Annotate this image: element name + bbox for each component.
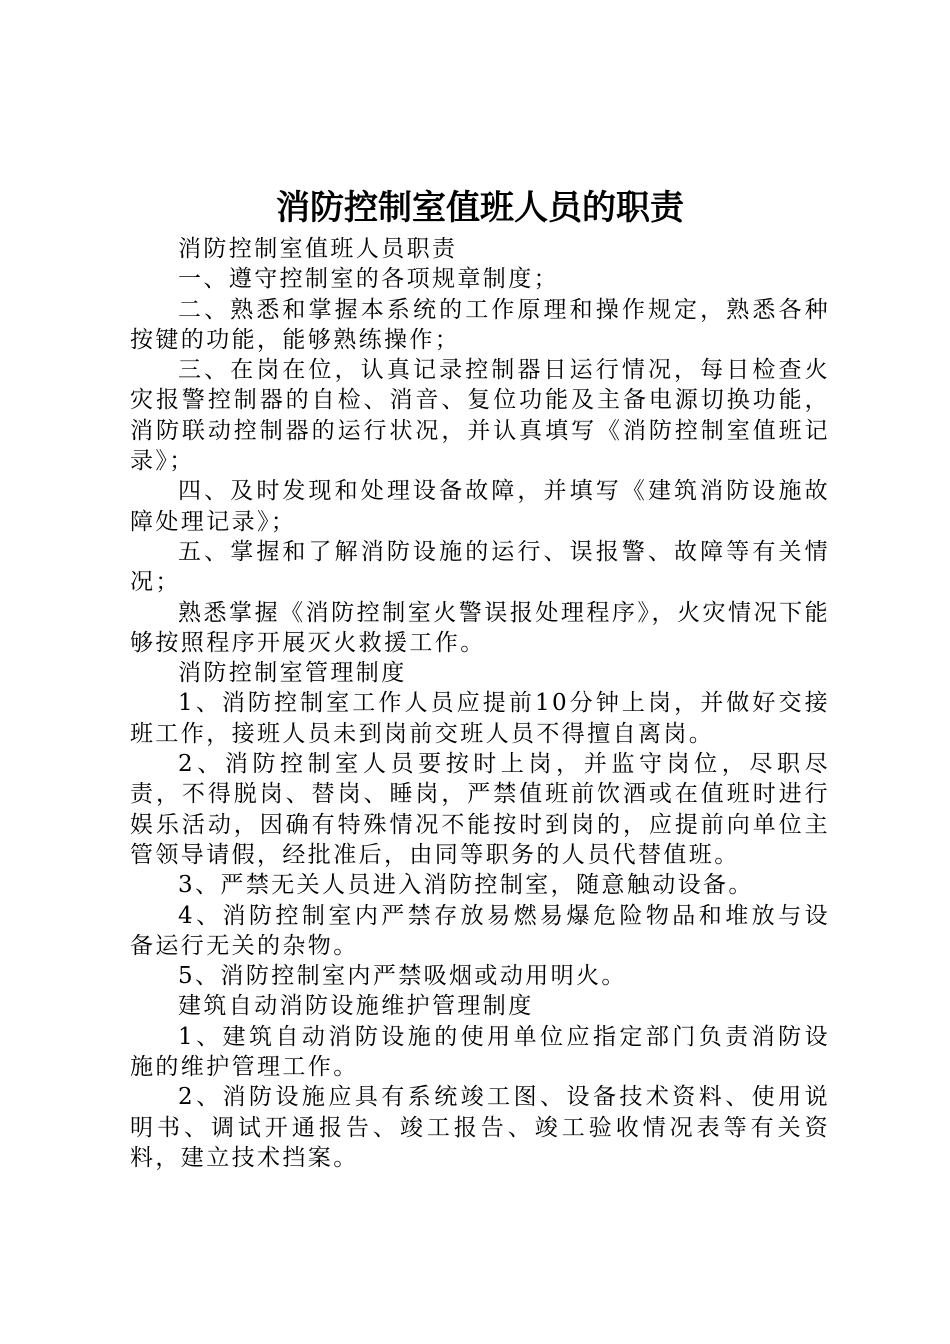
document-page <box>130 182 830 1173</box>
duty-item-5: 五、掌握和了解消防设施的运行、误报警、故障等有关情况； <box>130 538 830 596</box>
document-title: 消防控制室值班人员的职责 <box>276 188 684 228</box>
section-heading-management: 消防控制室管理制度 <box>178 660 407 687</box>
duty-item-3: 三、在岗在位，认真记录控制器日运行情况，每日检查火灾报警控制器的自检、消音、复位功能及主备电源切换功能，消防联动控制器的运行状况，并认真填写《消防控制室值班记录》； <box>130 357 830 475</box>
section-heading-duty: 消防控制室值班人员职责 <box>178 236 458 262</box>
management-rule-2: 2、消防控制室人员要按时上岗，并监守岗位，尽职尽责，不得脱岗、替岗、睡岗，严禁值班前饮酒或在值班时进行娱乐活动，因确有特殊情况不能按时到岗的，应提前向单位主管领导请假，经批准后，由同等职务的人员代替值班。 <box>130 751 830 868</box>
management-rule-1: 1、消防控制室工作人员应提前10分钟上岗，并做好交接班工作，接班人员未到岗前交班人员不得擅自离岗。 <box>130 690 830 747</box>
maintenance-rule-1: 1、建筑自动消防设施的使用单位应指定部门负责消防设施的维护管理工作。 <box>130 1023 830 1081</box>
document-body <box>130 234 830 1173</box>
duty-item-6: 熟悉掌握《消防控制室火警误报处理程序》，火灾情况下能够按照程序开展灭火救援工作。 <box>130 599 830 656</box>
duty-item-1: 一、遵守控制室的各项规章制度； <box>178 266 559 293</box>
management-rule-5: 5、消防控制室内严禁吸烟或动用明火。 <box>178 963 627 990</box>
duty-item-2: 二、熟悉和掌握本系统的工作原理和操作规定，熟悉各种按键的功能，能够熟练操作； <box>130 296 830 353</box>
maintenance-rule-2: 2、消防设施应具有系统竣工图、设备技术资料、使用说明书、调试开通报告、竣工报告、竣工验收情况表等有关资料，建立技术挡案。 <box>130 1084 830 1171</box>
section-heading-maintenance: 建筑自动消防设施维护管理制度 <box>178 993 534 1020</box>
management-rule-4: 4、消防控制室内严禁存放易燃易爆危险物品和堆放与设备运行无关的杂物。 <box>130 902 830 959</box>
duty-item-4: 四、及时发现和处理设备故障，并填写《建筑消防设施故障处理记录》； <box>130 478 830 535</box>
management-rule-3: 3、严禁无关人员进入消防控制室，随意触动设备。 <box>178 872 754 899</box>
